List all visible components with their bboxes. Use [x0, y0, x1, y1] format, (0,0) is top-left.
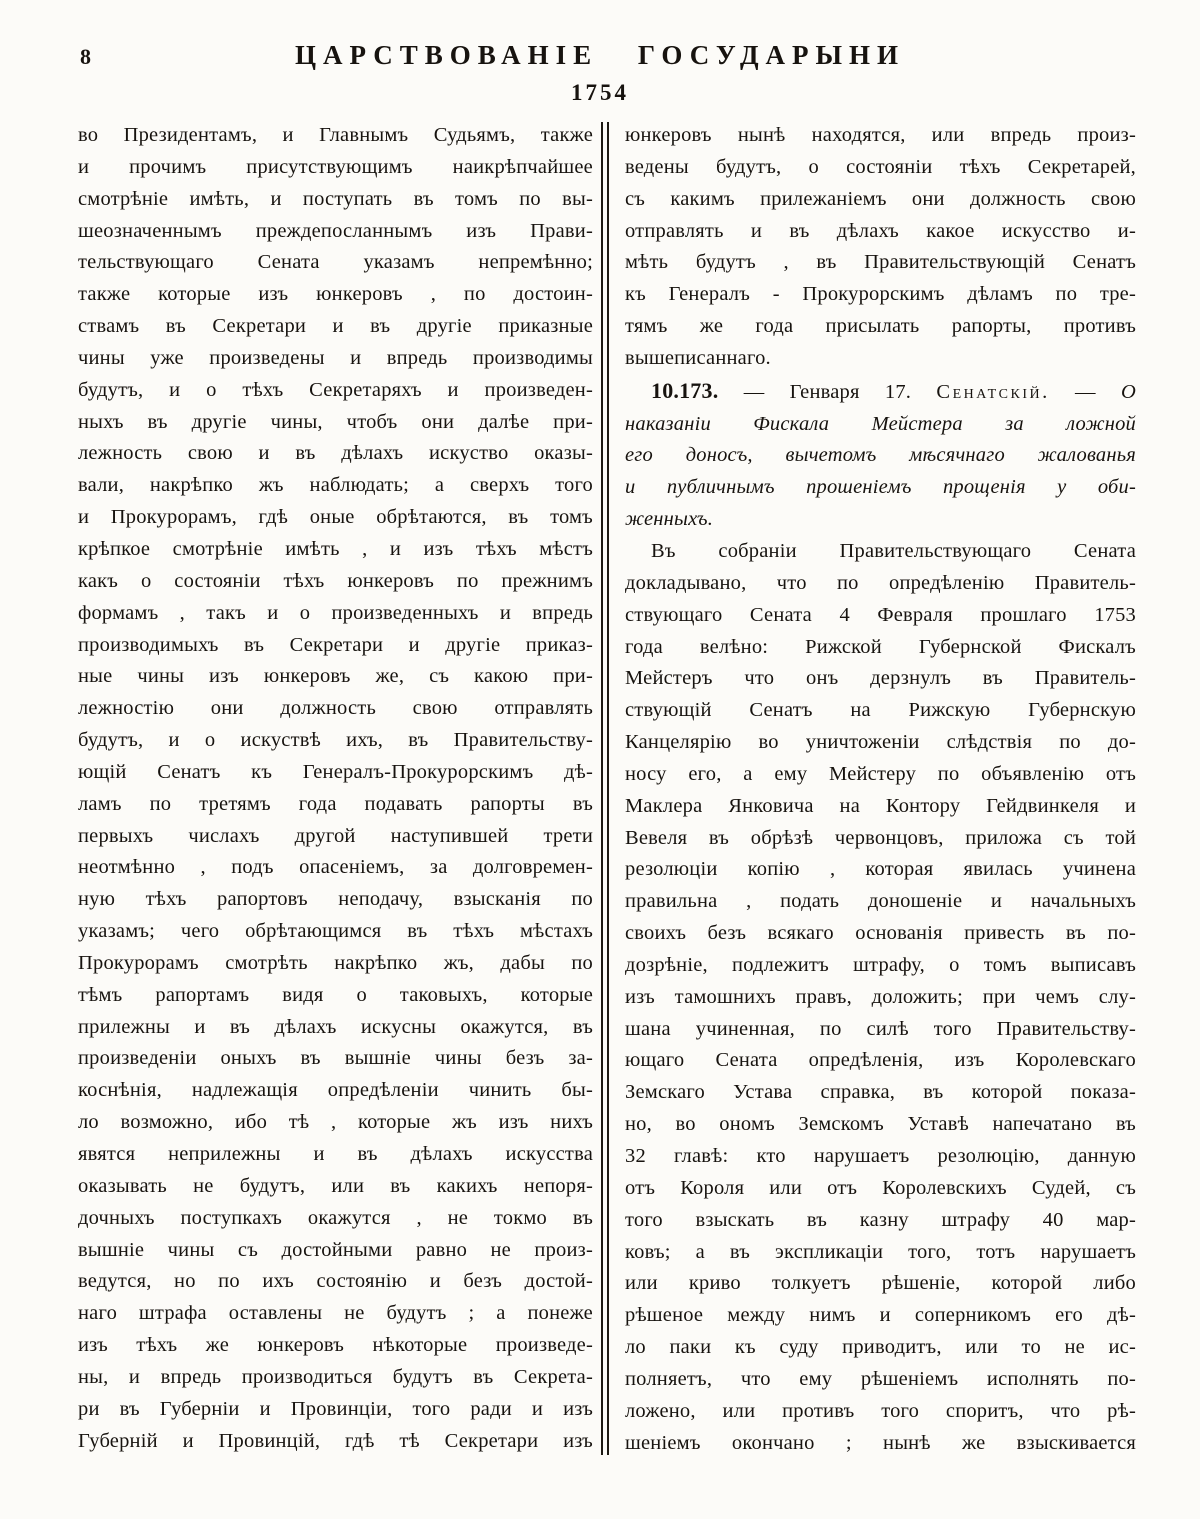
- text-line: ствующаго Сената 4 Февраля прошлаго 1753: [625, 603, 1136, 626]
- text-line: первыхъ числахъ другой наступившей трети: [78, 824, 593, 847]
- text-line: также которые изъ юнкеровъ , по достоин-: [78, 283, 593, 306]
- text-line: произведеніи оныхъ въ вышніе чины безъ за-: [78, 1047, 593, 1070]
- text-line: ные чины изъ юнкеровъ же, съ какою при-: [78, 665, 593, 688]
- text-line: лежностію они должность свою отправлять: [78, 697, 593, 720]
- text-line: Вевеля въ обрѣзѣ червонцовъ, приложа съ той: [625, 826, 1136, 849]
- article-body: [625, 536, 1136, 1459]
- text-line: полняетъ, что ему рѣшеніемъ исполнять по-: [625, 1367, 1136, 1390]
- text-line: отъ Короля или отъ Королевскихъ Судей, съ: [625, 1176, 1136, 1199]
- text-line: шеніемъ окончано ; нынѣ же взыскивается: [625, 1431, 1136, 1454]
- text-line: ющаго Сената опредѣленія, изъ Королевскаго: [625, 1049, 1136, 1072]
- text-line: ствующій Сенатъ на Рижскую Губернскую: [625, 699, 1136, 722]
- article-heading-line: [625, 375, 1136, 409]
- text-line: съ какимъ прилежаніемъ они должность свою: [625, 187, 1136, 210]
- text-line: ламъ по третямъ года подавать рапорты въ: [78, 792, 593, 815]
- page-header: [0, 0, 1200, 106]
- text-line: и прочимъ присутствующимъ наикрѣпчайшее: [78, 155, 593, 178]
- text-line: дозрѣніе, подлежитъ штрафу, о томъ выписавъ: [625, 953, 1136, 976]
- text-line: и Прокурорамъ, гдѣ оные обрѣтаются, въ томъ: [78, 506, 593, 529]
- text-line: ковъ; а въ экспликаціи того, тотъ нарушаетъ: [625, 1240, 1136, 1263]
- text-line: ствамъ въ Секретари и въ другіе приказные: [78, 315, 593, 338]
- text-line: вышніе чины съ достойными равно не произ-: [78, 1238, 593, 1261]
- text-line: крѣпкое смотрѣніе имѣть , и изъ тѣхъ мѣстъ: [78, 537, 593, 560]
- text-line: ло паки къ суду приводитъ, или то не ис-: [625, 1336, 1136, 1359]
- continuation-paragraph: [625, 120, 1136, 343]
- text-line: года велѣно: Рижской Губернской Фискалъ: [625, 635, 1136, 658]
- text-line: Губерній и Провинцій, гдѣ тѣ Секретари изъ: [78, 1429, 593, 1452]
- text-line: ри въ Губерніи и Провинціи, того ради и изъ: [78, 1397, 593, 1420]
- right-column: [625, 120, 1136, 1459]
- text-line: Канцелярію во уничтоженіи слѣдствія по до-: [625, 731, 1136, 754]
- text-line: наказаніи Фискала Мейстера за ложной: [625, 412, 1136, 435]
- left-column: [78, 120, 593, 1459]
- text-line: но, во ономъ Земскомъ Уставѣ напечатано въ: [625, 1113, 1136, 1136]
- dash-separator: —: [1075, 380, 1096, 403]
- dash-separator: —: [743, 380, 765, 403]
- text-line: неотмѣнно , подъ опасеніемъ, за долговремен-: [78, 856, 593, 879]
- text-line: шана учиненная, по силѣ того Правительству-: [625, 1017, 1136, 1040]
- text-line: чины уже произведены и впредь производимы: [78, 346, 593, 369]
- text-line: того взыскать въ казну штрафу 40 мар-: [625, 1208, 1136, 1231]
- text-line: производимыхъ въ Секретари и другіе приказ-: [78, 633, 593, 656]
- text-line: Въ собраніи Правительствующаго Сената: [651, 539, 1136, 562]
- text-line: ведутся, но по ихъ состоянію и безъ достой-: [78, 1270, 593, 1293]
- text-line: носу его, а ему Мейстеру по объявленію отъ: [625, 762, 1136, 785]
- text-line: юнкеровъ нынѣ находятся, или впредь произ-: [625, 124, 1136, 146]
- text-line: изъ тѣхъ же юнкеровъ нѣкоторые произведе-: [78, 1334, 593, 1357]
- article-type: Сенатскій.: [936, 380, 1050, 403]
- text-line: во Президентамъ, и Главнымъ Судьямъ, также: [78, 124, 593, 146]
- text-line: мѣть будутъ , въ Правительствующій Сенатъ: [625, 251, 1136, 274]
- text-line: формамъ , такъ и о произведенныхъ и впредь: [78, 601, 593, 624]
- text-line: и публичнымъ прошеніемъ прощенія у оби-: [625, 476, 1136, 499]
- text-line: тѣмъ рапортамъ видя о таковыхъ, которые: [78, 983, 593, 1006]
- text-line: рѣшеное между нимъ и соперникомъ его дѣ-: [625, 1304, 1136, 1327]
- text-line: ло возможно, ибо тѣ , которые жъ изъ нихъ: [78, 1111, 593, 1134]
- text-line: Маклера Янковича на Контору Гейдвинкеля и: [625, 794, 1136, 817]
- text-line: лежность свою и въ дѣлахъ искуство оказы-: [78, 442, 593, 465]
- text-line: указамъ; чего обрѣтающимся въ тѣхъ мѣстахъ: [78, 920, 593, 943]
- text-line: вали, накрѣпко жъ наблюдать; а сверхъ того: [78, 474, 593, 497]
- text-line: оказывать не будутъ, или въ какихъ непоря-: [78, 1174, 593, 1197]
- text-line: ведены будутъ, о состояніи тѣхъ Секретарей,: [625, 155, 1136, 178]
- text-line: ющій Сенатъ къ Генералъ-Прокурорскимъ дѣ-: [78, 760, 593, 783]
- text-line: резолюціи копію , которая явилась учинена: [625, 858, 1136, 881]
- text-line: будутъ, и о тѣхъ Секретаряхъ и произведен-: [78, 378, 593, 401]
- article-title-start: О: [1121, 380, 1137, 403]
- text-line: правильна , подать доношеніе и начальныхъ: [625, 890, 1136, 913]
- page-number: 8: [80, 44, 91, 69]
- text-line: изъ тамошнихъ правъ, доложить; при чемъ слу-: [625, 985, 1136, 1008]
- article-number: 10.173.: [651, 377, 719, 403]
- text-line: Мейстеръ что онъ дерзнулъ въ Правитель-: [625, 667, 1136, 690]
- text-line: коснѣнія, надлежащія опредѣленіи чинить бы-: [78, 1079, 593, 1102]
- article-title: [625, 409, 1136, 505]
- text-line: ныхъ въ другіе чины, чтобъ они далѣе при-: [78, 410, 593, 433]
- text-line: докладывано, что по опредѣленію Правитель-: [625, 571, 1136, 594]
- text-line: его доносъ, вычетомъ мѣсячнаго жалованья: [625, 444, 1136, 467]
- text-line: наго штрафа оставлены не будутъ ; а понеже: [78, 1302, 593, 1325]
- text-line: шеозначеннымъ преждепосланнымъ изъ Прави-: [78, 219, 593, 242]
- text-line: ную тѣхъ рапортовъ неподачу, взысканія по: [78, 888, 593, 911]
- text-line: или криво толкуетъ рѣшеніе, которой либо: [625, 1272, 1136, 1295]
- year-heading: 1754: [571, 80, 629, 105]
- text-line: тямъ же года присылать рапорты, противъ: [625, 315, 1136, 338]
- text-line: отправлять и въ дѣлахъ какое искусство и-: [625, 219, 1136, 242]
- text-line: своихъ безъ всякаго основанія привесть въ по-: [625, 922, 1136, 945]
- running-title: ЦАРСТВОВАНІЕ ГОСУДАРЫНИ: [294, 40, 906, 70]
- text-line: вышеписаннаго.: [625, 346, 771, 369]
- text-line: какъ о состояніи тѣхъ юнкеровъ по прежнимъ: [78, 569, 593, 592]
- text-line: тельствующаго Сената указамъ непремѣнно;: [78, 251, 593, 274]
- text-line: ны, и впредь производиться будутъ въ Секрета-: [78, 1365, 593, 1388]
- text-line: 32 главѣ: кто нарушаетъ резолюцію, данную: [625, 1145, 1136, 1167]
- text-columns: [0, 106, 1200, 1459]
- column-divider: [601, 122, 609, 1455]
- text-line: будутъ, и о искуствѣ ихъ, въ Правительству-: [78, 729, 593, 752]
- text-line: женныхъ.: [625, 508, 714, 531]
- text-line: явятся неприлежны и въ дѣлахъ искусства: [78, 1143, 593, 1165]
- text-line: Прокурорамъ смотрѣть накрѣпко жъ, дабы по: [78, 951, 593, 974]
- article-date: Генваря 17.: [789, 380, 912, 403]
- text-line: смотрѣніе имѣть, и поступать въ томъ по вы-: [78, 187, 593, 210]
- text-line: Земскаго Устава справка, въ которой показа-: [625, 1081, 1136, 1104]
- text-line: прилежны и въ дѣлахъ искусны окажутся, въ: [78, 1015, 593, 1038]
- text-line: къ Генералъ - Прокурорскимъ дѣламъ по тре-: [625, 283, 1136, 306]
- text-line: дочныхъ поступкахъ окажутся , не токмо въ: [78, 1206, 593, 1229]
- text-line: ложено, или противъ того споритъ, что рѣ-: [625, 1399, 1136, 1422]
